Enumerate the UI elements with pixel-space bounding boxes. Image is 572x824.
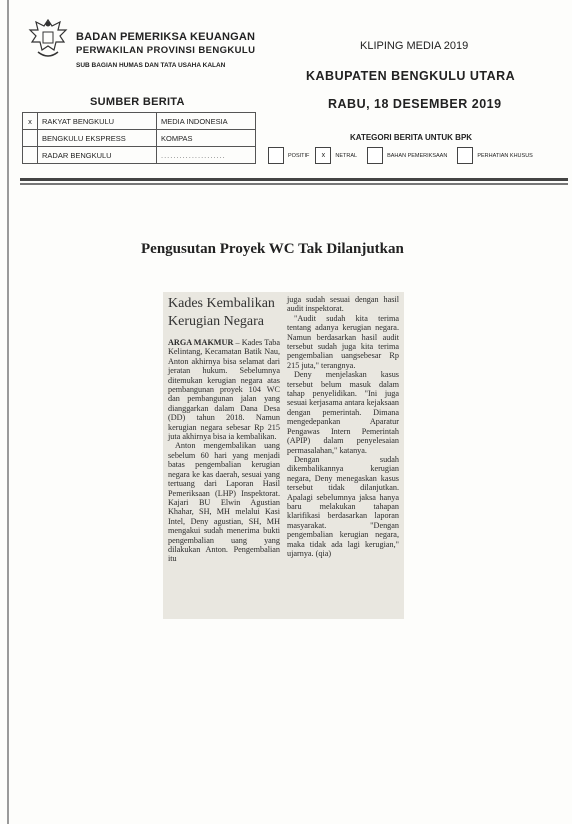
article-paragraph: "Audit sudah kita terima tentang adanya kerugian negara. Namun berdasarkan hasil audit tersebut sudah juga kita terima pengembalian uangsebesar Rp 215 juta," terangnya.: [287, 313, 399, 370]
category-label: BAHAN PEMERIKSAAN: [387, 152, 448, 159]
page-binding-edge: [7, 0, 9, 824]
source-checkbox: [23, 147, 38, 164]
garuda-emblem-icon: [28, 16, 68, 62]
kliping-title: KLIPING MEDIA 2019: [360, 40, 469, 52]
header-divider: [20, 183, 568, 185]
article-paragraph: Deny menjelaskan kasus tersebut belum masuk dalam tahap penyelidikan. "Ini juga sesuai kerjasama antara kejaksaan dengan pemerintah. Dimana mengedepankan Aparatur Pengawas Intern Pemerintah (APIP) dalam penyelesaian permasalahan," katanya.: [287, 370, 399, 455]
date-title: RABU, 18 DESEMBER 2019: [328, 97, 502, 111]
article-paragraph: Anton mengembalikan uang sebelum 60 hari yang menjadi batas pengembalian kerugian negara ke kas daerah, sesuai yang tertuang dari Laporan Hasil Pemeriksaan (LHP) Inspektorat. Kajari BU Elwin Agustian Khahar, SH, MH melalui Kasi Intel, Deny agustian, SH, MH mengakui sudah menerima bukti pengembalian uang yang dilakukan Anton. Pengembalian itu: [168, 441, 280, 564]
article-paragraph: Dengan sudah dikembalikannya kerugian negara, Deny menegaskan kasus tersebut tidak dilanjutkan. Apalagi sebelumnya jaksa hanya baru melakukan tahapan klarifikasi berdasarkan laporan masyarakat. "Dengan pengembalian kerugian negara, maka tidak ada lagi kerugian," ujarnya. (qia): [287, 454, 399, 558]
article-subhead: Kades Kembalikan Kerugian Negara: [168, 296, 275, 329]
sources-row: [23, 147, 256, 164]
category-label: PERHATIAN KHUSUS: [477, 152, 533, 159]
header-divider: [20, 178, 568, 181]
newspaper-clipping: [163, 292, 404, 619]
article-column-1: [168, 338, 280, 564]
category-label: POSITIF: [288, 152, 310, 159]
article-dateline: ARGA MAKMUR: [168, 338, 234, 347]
org-representative: PERWAKILAN PROVINSI BENGKULU: [76, 45, 256, 56]
category-checkbox: [457, 147, 473, 164]
category-row: [268, 147, 539, 164]
source-name: KOMPAS: [157, 130, 256, 147]
article-paragraph: [168, 338, 280, 441]
sources-table: [22, 112, 256, 164]
category-label: NETRAL: [335, 152, 358, 159]
category-checkbox: [268, 147, 284, 164]
source-name: RADAR BENGKULU: [38, 147, 157, 164]
org-name: BADAN PEMERIKSA KEUANGAN: [76, 31, 256, 43]
source-checkbox: [23, 130, 38, 147]
sources-row: [23, 130, 256, 147]
region-title: KABUPATEN BENGKULU UTARA: [306, 69, 516, 83]
category-checkbox: x: [315, 147, 331, 164]
article-text: – Kades Taba Kelintang, Kecamatan Batik Nau, Anton akhirnya bisa selamat dari jeratan hukum. Sebelumnya ditemukan kerugian negara atas pembangunan proyek 104 WC dan pembangunan jalan yang dianggarkan dalam Dana Desa (DD) tahun 2018. Namun kerugian negara sebesar Rp 215 juta akhirnya bisa ia kembalikan.: [168, 338, 281, 442]
source-name: BENGKULU EKSPRESS: [38, 130, 157, 147]
article-paragraph: juga sudah sesuai dengan hasil audit inspektorat.: [287, 295, 399, 314]
article-column-2: [287, 295, 399, 558]
sources-row: [23, 113, 256, 130]
org-unit: SUB BAGIAN HUMAS DAN TATA USAHA KALAN: [76, 62, 226, 69]
article-headline: Pengusutan Proyek WC Tak Dilanjutkan: [141, 241, 404, 257]
category-title: KATEGORI BERITA UNTUK BPK: [350, 133, 473, 142]
category-checkbox: [367, 147, 383, 164]
source-checkbox: x: [23, 113, 38, 130]
source-name: MEDIA INDONESIA: [157, 113, 256, 130]
source-name: RAKYAT BENGKULU: [38, 113, 157, 130]
source-name-blank: .....................: [157, 147, 256, 164]
sources-title: SUMBER BERITA: [90, 96, 185, 108]
